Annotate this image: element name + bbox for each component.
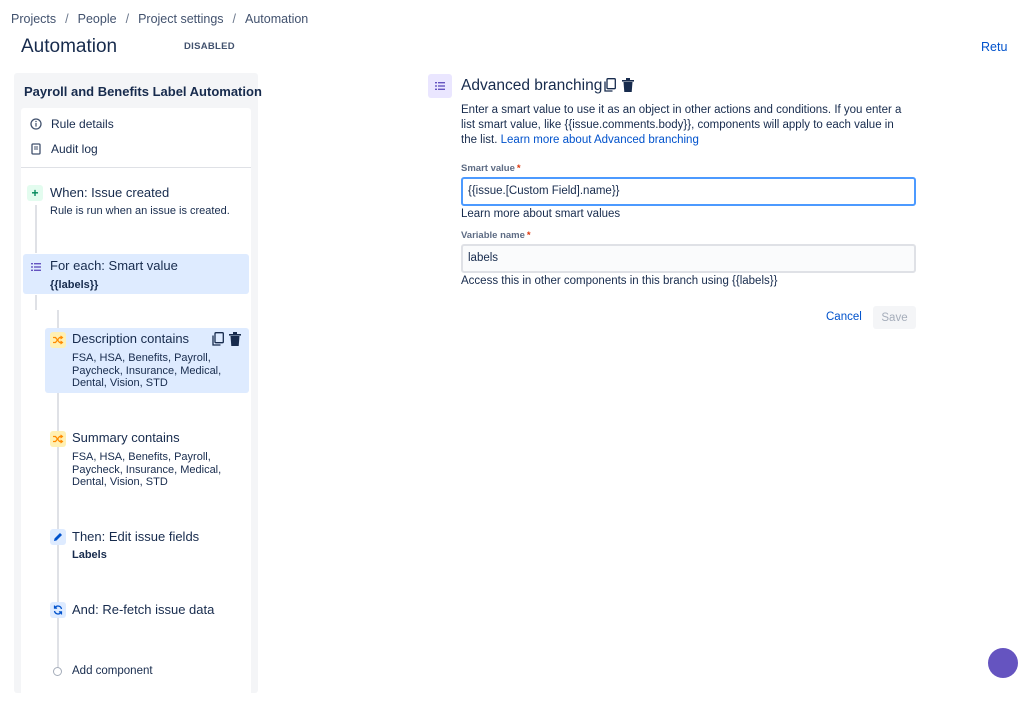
- condition-value-line: FSA, HSA, Benefits, Payroll,: [72, 352, 211, 364]
- advanced-branching-link[interactable]: Learn more about Advanced branching: [500, 134, 699, 146]
- breadcrumb-separator: /: [65, 12, 69, 26]
- branch-title[interactable]: For each: Smart value: [50, 258, 178, 273]
- list-icon: [28, 259, 44, 275]
- audit-log-label: Audit log: [51, 142, 98, 156]
- breadcrumb-automation[interactable]: Automation: [245, 12, 309, 26]
- list-icon: [428, 74, 452, 98]
- breadcrumb-projects[interactable]: Projects: [11, 12, 57, 26]
- rule-name: Payroll and Benefits Label Automation: [24, 84, 262, 99]
- condition-values: [72, 352, 221, 390]
- pencil-icon: [50, 529, 66, 545]
- flow-connector: [35, 205, 37, 253]
- required-mark: *: [526, 230, 531, 241]
- rule-panel: [14, 73, 262, 693]
- shuffle-icon: [50, 431, 66, 447]
- save-button[interactable]: Save: [873, 306, 916, 329]
- add-component-dot: [53, 667, 62, 676]
- plus-icon: +: [27, 185, 43, 201]
- breadcrumb-people[interactable]: People: [77, 12, 117, 26]
- smart-value-label-text: Smart value: [461, 163, 515, 174]
- variable-helper-text: Access this in other components in this branch using {{labels}}: [461, 275, 778, 287]
- description-text: Enter a smart value to use it as an object in other actions and conditions. If you enter a list smart value, like {{issue.comments.body}}, components will apply to each value in the list.: [461, 104, 902, 146]
- condition-value-line: Paycheck, Insurance, Medical,: [72, 364, 222, 377]
- audit-log-item[interactable]: [30, 142, 98, 156]
- cancel-button[interactable]: Cancel: [826, 311, 862, 323]
- variable-name-label-text: Variable name: [461, 230, 525, 241]
- action-edit-subtitle: Labels: [72, 549, 107, 561]
- action-refetch-title[interactable]: And: Re-fetch issue data: [72, 602, 215, 617]
- condition-value-line: Dental, Vision, STD: [72, 476, 168, 488]
- document-icon: [30, 143, 42, 155]
- condition-value-line: Dental, Vision, STD: [72, 377, 168, 389]
- variable-name-input[interactable]: labels: [461, 244, 916, 273]
- return-link[interactable]: Retu: [981, 40, 1008, 54]
- copy-icon[interactable]: [212, 332, 224, 346]
- refresh-icon: [50, 602, 66, 618]
- rule-details-item[interactable]: [30, 117, 114, 131]
- breadcrumb-separator: /: [232, 12, 237, 26]
- smart-value-label: [461, 163, 521, 174]
- trigger-title[interactable]: When: Issue created: [50, 185, 170, 200]
- condition-actions: [212, 332, 241, 346]
- flow-connector: [35, 295, 37, 310]
- shuffle-icon: [50, 332, 66, 348]
- required-mark: *: [516, 163, 521, 174]
- editor-actions: [604, 78, 634, 92]
- breadcrumb-project-settings[interactable]: Project settings: [138, 12, 224, 26]
- smart-value-input[interactable]: {{issue.[Custom Field].name}}: [461, 177, 916, 206]
- condition-title[interactable]: Summary contains: [72, 430, 180, 445]
- rule-details-label: Rule details: [51, 117, 114, 131]
- variable-name-label: [461, 230, 531, 241]
- info-icon: [30, 118, 42, 130]
- condition-title[interactable]: Description contains: [72, 331, 190, 346]
- editor-title: Advanced branching: [461, 77, 603, 94]
- menu-divider: [21, 167, 251, 168]
- condition-value-line: FSA, HSA, Benefits, Payroll,: [72, 451, 211, 463]
- smart-values-link[interactable]: Learn more about smart values: [461, 208, 621, 220]
- copy-icon[interactable]: [604, 78, 616, 92]
- condition-value-line: Paycheck, Insurance, Medical,: [72, 463, 222, 476]
- trigger-subtitle: Rule is run when an issue is created.: [50, 205, 230, 217]
- add-component-button[interactable]: Add component: [72, 665, 153, 677]
- trash-icon[interactable]: [622, 78, 634, 92]
- page-title: Automation: [21, 36, 118, 57]
- branch-subtitle: {{labels}}: [50, 279, 99, 291]
- status-badge: DISABLED: [184, 41, 235, 52]
- help-button[interactable]: [988, 648, 1018, 678]
- action-edit-title[interactable]: Then: Edit issue fields: [72, 529, 200, 544]
- breadcrumb-separator: /: [125, 12, 130, 26]
- condition-values: [72, 451, 221, 489]
- trash-icon[interactable]: [229, 332, 241, 346]
- editor-description: [461, 103, 911, 148]
- breadcrumb: [11, 12, 308, 26]
